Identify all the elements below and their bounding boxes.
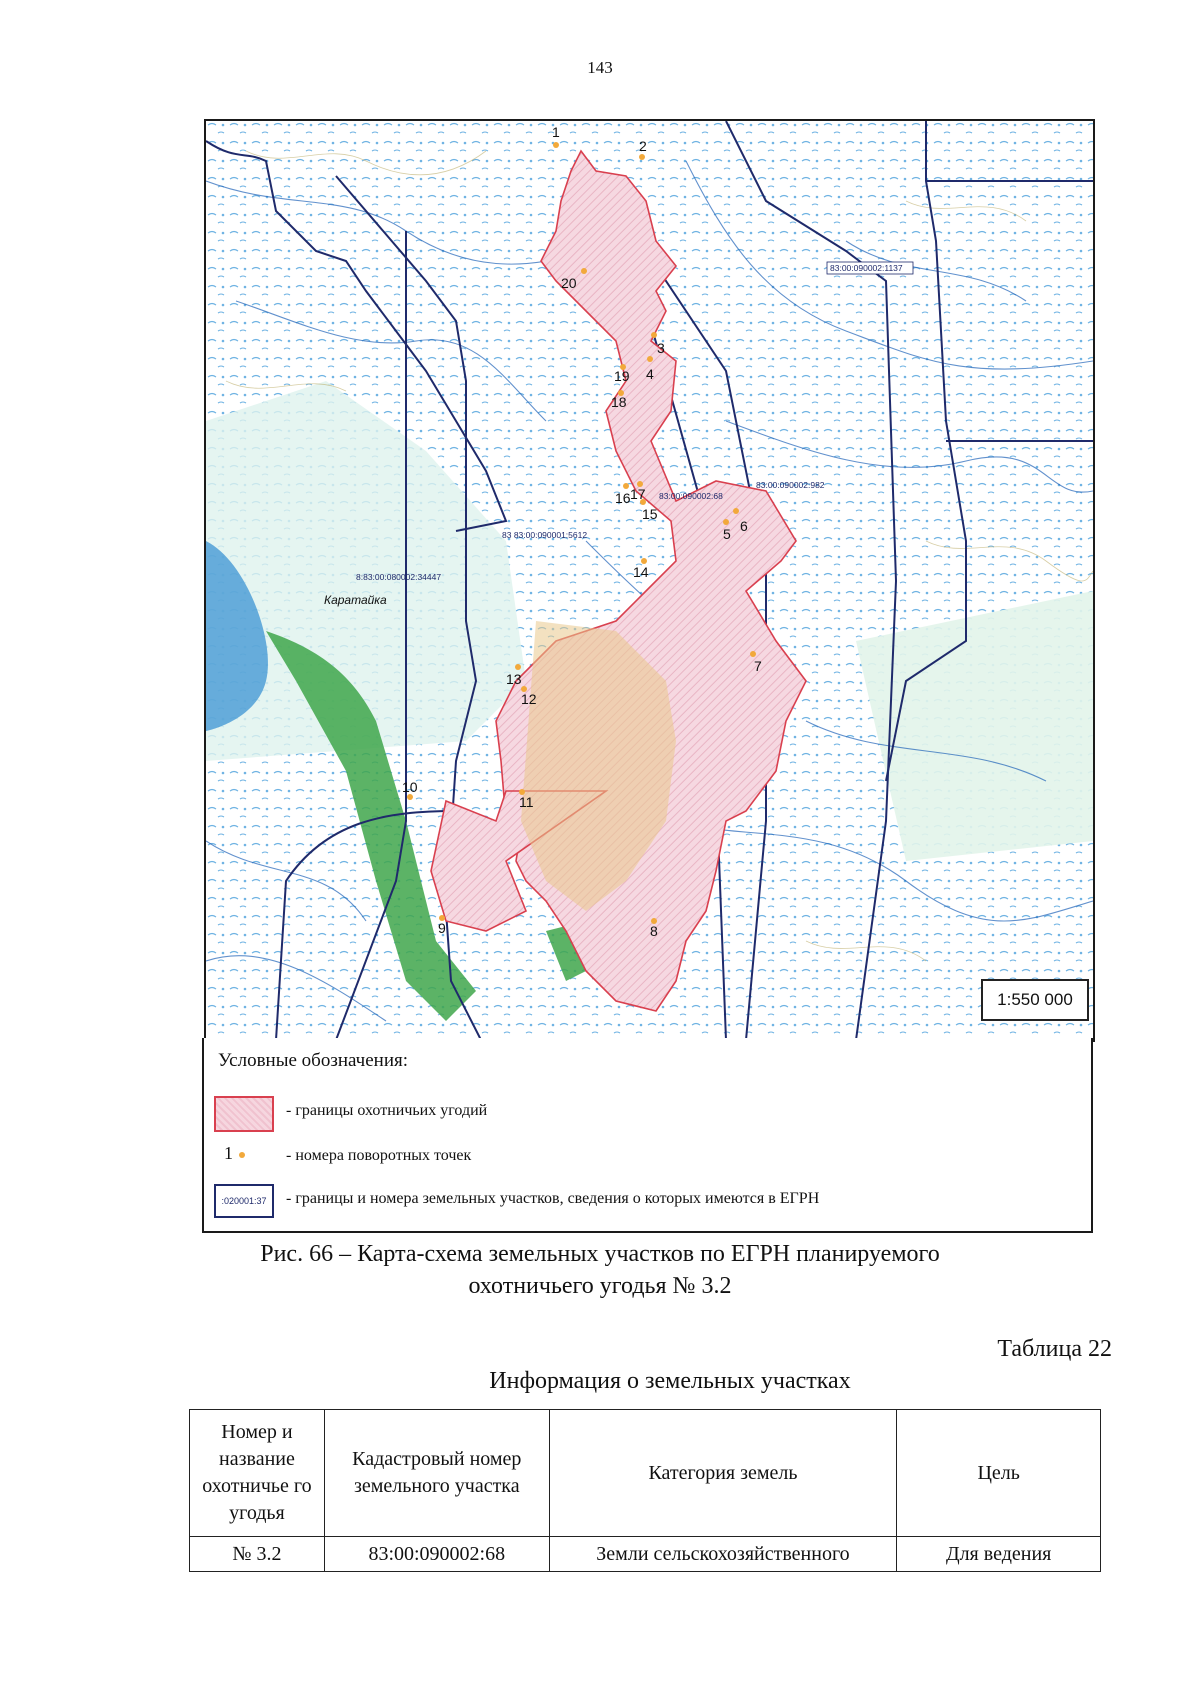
point-label: 16 xyxy=(615,490,631,506)
hunting-boundary-swatch xyxy=(214,1096,274,1132)
turn-point-sample-number: 1 xyxy=(224,1143,233,1163)
parcel-boundary-sample: :020001:37 xyxy=(214,1184,274,1218)
table-cell: Для ведения xyxy=(897,1537,1101,1572)
point-label: 7 xyxy=(754,658,762,674)
table-cell: Земли сельскохозяйственного xyxy=(549,1537,897,1572)
point-label: 13 xyxy=(506,671,522,687)
legend-hunting-text: - границы охотничьих угодий xyxy=(286,1102,488,1119)
point-label: 11 xyxy=(519,794,534,810)
point-label: 14 xyxy=(633,564,649,580)
table-number-label: Таблица 22 xyxy=(997,1336,1112,1362)
legend-row-points xyxy=(214,1141,1074,1181)
turn-point-dot-icon xyxy=(239,1152,245,1158)
table-cell: 83:00:090002:68 xyxy=(324,1537,549,1572)
parcels-table xyxy=(189,1409,1101,1572)
column-header: Категория земель xyxy=(549,1410,897,1537)
legend-row-parcels xyxy=(214,1184,1074,1224)
parcel-label: 83 83:00:090001:5612 xyxy=(502,530,588,540)
point-label: 15 xyxy=(642,506,658,522)
parcel-label: 83:00:090002:68 xyxy=(659,491,723,501)
column-header: Номер и название охотничье го угодья xyxy=(190,1410,325,1537)
point-label: 20 xyxy=(561,275,577,291)
page-number: 143 xyxy=(587,58,613,77)
table-title: Информация о земельных участках xyxy=(489,1368,851,1394)
legend-row-hunting xyxy=(214,1096,1074,1136)
caption-line-1: Рис. 66 – Карта-схема земельных участков по ЕГРН планируемого xyxy=(260,1241,940,1267)
point-label: 1 xyxy=(552,124,560,140)
point-label: 2 xyxy=(639,138,647,154)
point-label: 6 xyxy=(740,518,748,534)
map-legend xyxy=(202,1038,1093,1233)
settlement-label: Каратайка xyxy=(324,593,387,607)
table-cell: № 3.2 xyxy=(190,1537,325,1572)
figure-caption xyxy=(0,1238,1200,1302)
point-label: 5 xyxy=(723,526,731,542)
legend-title: Условные обозначения: xyxy=(218,1050,409,1071)
point-label: 9 xyxy=(438,920,446,936)
parcel-label: 83:00:090002:982 xyxy=(756,480,825,490)
map-canvas xyxy=(206,121,1093,1040)
point-label: 10 xyxy=(402,779,418,795)
table-header-row xyxy=(190,1410,1101,1537)
legend-parcels-text: - границы и номера земельных участков, сведения о которых имеются в ЕГРН xyxy=(286,1190,820,1207)
point-label: 4 xyxy=(646,366,654,382)
caption-line-2: охотничьего угодья № 3.2 xyxy=(468,1273,732,1299)
column-header: Кадастровый номер земельного участка xyxy=(324,1410,549,1537)
point-label: 18 xyxy=(611,394,627,410)
point-label: 12 xyxy=(521,691,537,707)
point-label: 19 xyxy=(614,368,630,384)
legend-points-text: - номера поворотных точек xyxy=(286,1147,472,1164)
point-label: 3 xyxy=(657,340,665,356)
turn-point-sample xyxy=(224,1143,245,1164)
point-label: 17 xyxy=(630,486,646,502)
parcel-label: 8:83:00:080002:34447 xyxy=(356,572,442,582)
map-figure xyxy=(204,119,1095,1042)
map-scale: 1:550 000 xyxy=(981,979,1089,1021)
point-label: 8 xyxy=(650,923,658,939)
column-header: Цель xyxy=(897,1410,1101,1537)
parcel-label: 83:00:090002:1137 xyxy=(830,263,903,273)
table-row xyxy=(190,1537,1101,1572)
